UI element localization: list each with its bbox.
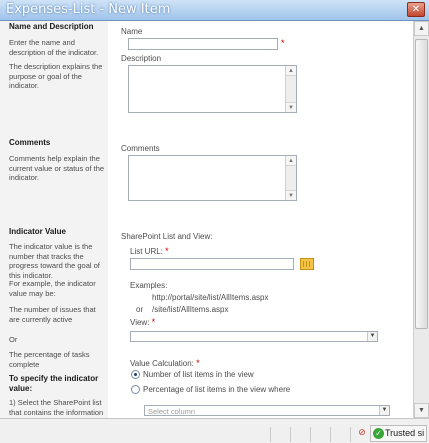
name-required-marker: * bbox=[281, 38, 285, 48]
indicator-help-5: The percentage of tasks complete bbox=[9, 350, 90, 369]
view-select[interactable] bbox=[130, 331, 378, 342]
scroll-up-icon[interactable]: ▲ bbox=[286, 66, 296, 76]
description-label: Description bbox=[121, 54, 162, 63]
view-label: View: * bbox=[130, 317, 156, 327]
chevron-down-icon[interactable]: ▼ bbox=[367, 332, 377, 341]
status-divider bbox=[290, 427, 291, 442]
status-divider bbox=[270, 427, 271, 442]
horizontal-scroll-edge bbox=[0, 419, 413, 425]
radio-percentage-of-items[interactable] bbox=[131, 385, 140, 394]
scrollbar-thumb[interactable] bbox=[415, 39, 428, 329]
list-picker-icon[interactable] bbox=[300, 258, 314, 270]
example-url-2: /site/list/AllItems.aspx bbox=[152, 305, 229, 314]
example-url-1: http://portal/site/list/AllItems.aspx bbox=[152, 293, 269, 302]
description-scrollbar[interactable] bbox=[285, 66, 296, 112]
section-title-comments: Comments bbox=[9, 138, 51, 147]
status-divider bbox=[310, 427, 311, 442]
close-icon: ✕ bbox=[411, 4, 421, 15]
scroll-down-icon[interactable]: ▼ bbox=[414, 403, 429, 418]
value-calculation-required-marker: * bbox=[196, 358, 200, 368]
scroll-up-icon[interactable]: ▲ bbox=[286, 156, 296, 166]
scroll-down-icon[interactable]: ▼ bbox=[286, 102, 296, 112]
comments-label: Comments bbox=[121, 144, 160, 153]
popup-blocked-icon[interactable]: ⊘ bbox=[358, 427, 366, 437]
list-url-label: List URL: * bbox=[130, 246, 169, 256]
indicator-help-7: 1) Select the SharePoint list that contains the information bbox=[9, 398, 104, 417]
section-title-indicator-value: Indicator Value bbox=[9, 227, 66, 236]
list-view-label: SharePoint List and View: bbox=[121, 232, 213, 241]
indicator-help-2: For example, the indicator value may be: bbox=[9, 279, 96, 298]
list-url-input[interactable] bbox=[130, 258, 294, 270]
title-bar bbox=[0, 0, 429, 21]
name-desc-help-1: Enter the name and description of the indicator. bbox=[9, 38, 99, 57]
scroll-down-icon[interactable]: ▼ bbox=[286, 190, 296, 200]
radio-number-of-items[interactable] bbox=[131, 370, 140, 379]
check-icon: ✓ bbox=[373, 428, 384, 439]
status-bar bbox=[0, 418, 429, 443]
column-select[interactable]: Select column ▼ bbox=[144, 405, 390, 416]
window-title: Expenses-List - New Item bbox=[6, 2, 171, 17]
scroll-up-icon[interactable]: ▲ bbox=[414, 21, 429, 36]
vertical-scrollbar[interactable] bbox=[413, 21, 429, 418]
form-content[interactable] bbox=[0, 21, 413, 418]
list-url-required-marker: * bbox=[165, 246, 169, 256]
section-title-name-description: Name and Description bbox=[9, 22, 94, 31]
view-required-marker: * bbox=[151, 317, 156, 327]
description-textarea[interactable] bbox=[128, 65, 297, 113]
indicator-help-1: The indicator value is the number that tracks the progress toward the goal of this indicator. bbox=[9, 242, 100, 280]
examples-label: Examples: bbox=[130, 281, 168, 290]
name-label: Name bbox=[121, 27, 143, 36]
comments-help: Comments help explain the current value or status of the indicator. bbox=[9, 154, 105, 182]
comments-scrollbar[interactable] bbox=[285, 156, 296, 200]
security-zone-label: Trusted si bbox=[385, 428, 425, 438]
radio-percentage-of-items-label: Percentage of list items in the view where bbox=[143, 385, 291, 394]
status-divider bbox=[330, 427, 331, 442]
indicator-help-6: To specify the indicator value: bbox=[9, 374, 99, 393]
value-calculation-label: Value Calculation: * bbox=[130, 358, 200, 368]
radio-number-of-items-label: Number of list items in the view bbox=[143, 370, 254, 379]
indicator-help-4: Or bbox=[9, 335, 18, 344]
indicator-help-3: The number of issues that are currently active bbox=[9, 305, 96, 324]
example-or: or bbox=[136, 305, 144, 314]
name-input[interactable] bbox=[128, 38, 278, 50]
close-button[interactable] bbox=[407, 2, 425, 17]
status-divider bbox=[350, 427, 351, 442]
comments-textarea[interactable] bbox=[128, 155, 297, 201]
security-zone[interactable] bbox=[370, 425, 427, 442]
chevron-down-icon[interactable]: ▼ bbox=[379, 406, 389, 415]
name-desc-help-2: The description explains the purpose or goal of the indicator. bbox=[9, 62, 103, 90]
